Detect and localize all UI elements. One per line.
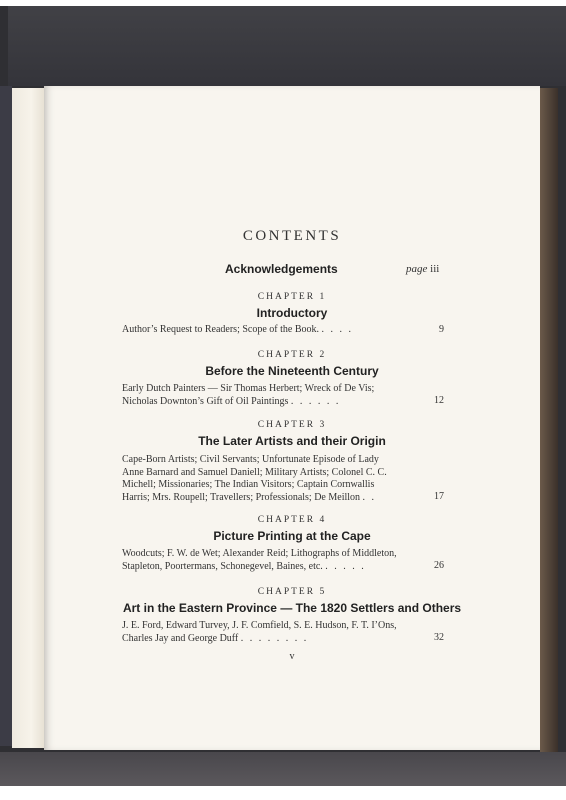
page-number: 12 xyxy=(434,395,444,406)
dot-leader: . . . . xyxy=(321,324,354,335)
description-line: Author’s Request to Readers; Scope of the Book. xyxy=(122,324,320,335)
chapter-label: CHAPTER 3 xyxy=(257,420,327,430)
chapter-label: CHAPTER 2 xyxy=(257,350,327,360)
chapter-heading: The Later Artists and their Origin xyxy=(198,434,386,448)
chapter-heading: Picture Printing at the Cape xyxy=(213,529,371,543)
chapter-heading: Art in the Eastern Province — The 1820 Settlers and Others xyxy=(122,601,462,615)
description-line: Woodcuts; F. W. de Wet; Alexander Reid; Lithographs of Middleton, xyxy=(122,548,397,559)
chapter-label: CHAPTER 1 xyxy=(257,292,327,302)
dot-leader: . . . . . . xyxy=(290,395,341,407)
description-line: Charles Jay and George Duff xyxy=(122,632,239,644)
chapter-description xyxy=(122,548,422,573)
description-line: Cape-Born Artists; Civil Servants; Unfortunate Episode of Lady xyxy=(122,454,379,465)
chapter-heading: Before the Nineteenth Century xyxy=(205,364,379,378)
description-line: Anne Barnard and Samuel Daniell; Military Artists; Colonel C. C. xyxy=(122,466,387,478)
cover-top-edge xyxy=(8,6,566,86)
left-page-edge xyxy=(12,88,44,748)
folio-page-number: v xyxy=(289,651,295,662)
chapter-label: CHAPTER 4 xyxy=(257,515,327,525)
acknowledgements-heading: Acknowledgements xyxy=(225,262,338,276)
page-number: 26 xyxy=(434,560,444,571)
page-title: CONTENTS xyxy=(242,228,342,244)
cover-bottom-edge xyxy=(0,752,566,786)
description-line: Harris; Mrs. Roupell; Travellers; Professionals; De Meillon xyxy=(122,491,361,503)
page-edges-right xyxy=(540,88,558,760)
chapter-description xyxy=(122,324,422,337)
page-number: 17 xyxy=(434,491,444,502)
dot-leader: . . . . . xyxy=(325,560,366,572)
spine-edge xyxy=(0,86,12,746)
chapter-description xyxy=(122,620,422,645)
page-number: iii xyxy=(430,263,440,275)
chapter-label: CHAPTER 5 xyxy=(257,587,327,597)
description-line: Michell; Missionaries; The Indian Visitors; Captain Cornwallis xyxy=(122,479,375,490)
chapter-description xyxy=(122,454,422,504)
description-line: Early Dutch Painters — Sir Thomas Herbert; Wreck of De Vis; xyxy=(122,383,375,394)
description-line: Stapleton, Poortermans, Schonegevel, Baines, etc. xyxy=(122,560,323,572)
dot-leader: . . xyxy=(362,491,377,503)
acknowledgements-page-ref xyxy=(406,263,439,275)
contents-page xyxy=(44,86,540,750)
description-line: J. E. Ford, Edward Turvey, J. F. Comfield, S. E. Hudson, F. T. I’Ons, xyxy=(122,620,397,631)
page-number: 32 xyxy=(434,632,444,643)
chapter-description xyxy=(122,383,422,408)
description-line: Nicholas Downton’s Gift of Oil Paintings xyxy=(122,395,289,407)
chapter-heading: Introductory xyxy=(256,306,328,320)
page-number: 9 xyxy=(439,324,444,335)
dot-leader: . . . . . . . . xyxy=(240,632,309,644)
page-prefix: page xyxy=(406,263,428,275)
